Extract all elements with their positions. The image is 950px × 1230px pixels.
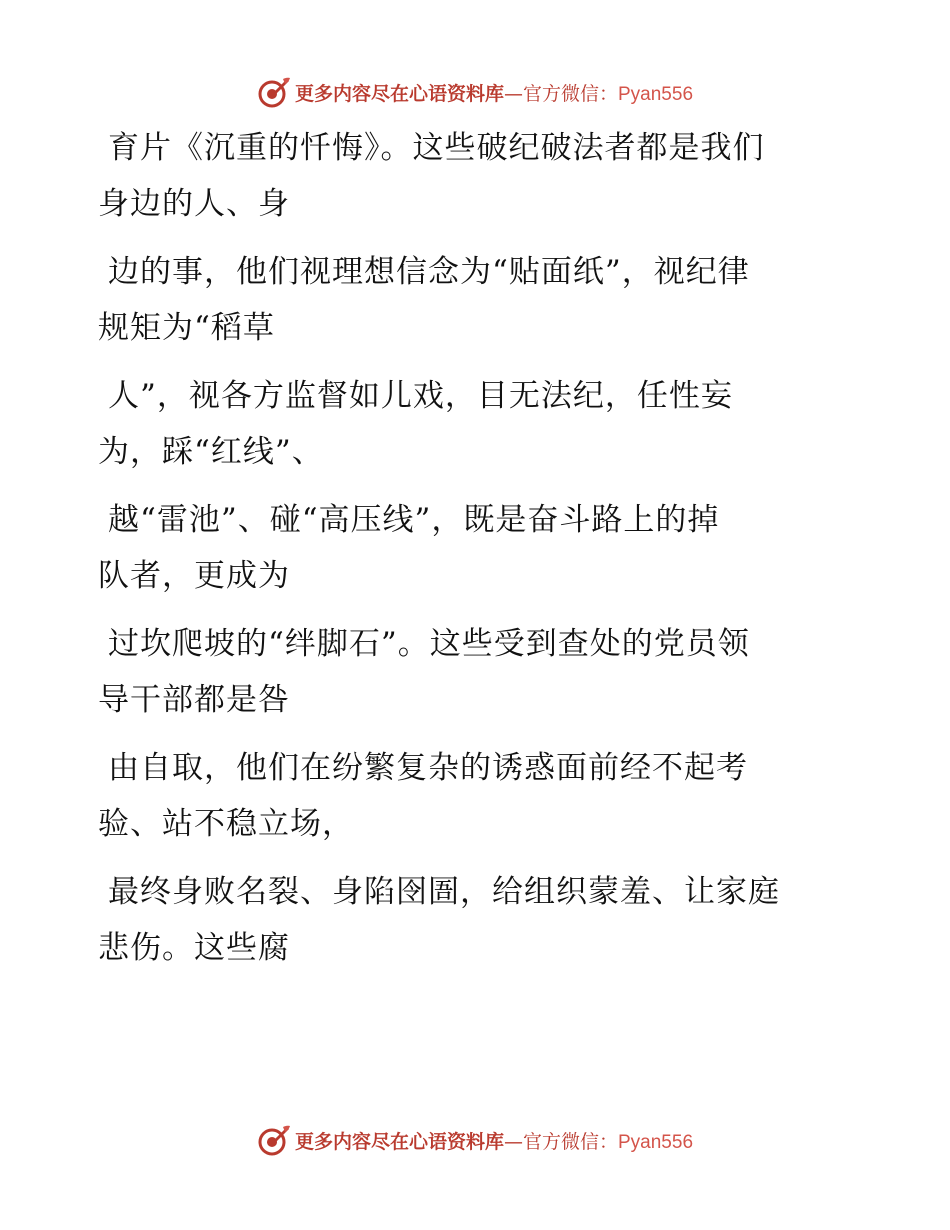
banner-wechat-label: 官方微信： [522,1130,618,1153]
paragraph-7 [98,864,858,976]
line-first: 越“雷池”、碰“高压线”，既是奋斗路上的掉 [108,502,720,538]
line-first: 最终身败名裂、身陷囹圄，给组织蒙羞、让家庭 [108,874,780,910]
line-first: 人”，视各方监督如儿戏，目无法纪，任性妄 [108,378,733,414]
paragraph-3 [98,368,858,480]
quill-pen-logo-icon [257,75,291,109]
paragraph-2 [98,244,858,356]
banner-text [295,79,693,106]
footer-banner [0,1120,950,1160]
line-second: 规矩为“稻草 [98,310,275,346]
line-second: 悲伤。这些腐 [98,930,290,966]
banner-text [295,1127,693,1154]
line-second: 为，踩“红线”、 [98,434,324,470]
line-first: 由自取，他们在纷繁复杂的诱惑面前经不起考 [108,750,748,786]
banner-separator: — [503,82,523,105]
banner-separator: — [503,1130,523,1153]
paragraph-5 [98,616,858,728]
line-second: 导干部都是咎 [98,682,290,718]
banner-wechat-id: Pyan556 [618,83,694,105]
paragraph-6 [98,740,858,852]
banner-main-text: 更多内容尽在心语资料库 [294,1130,504,1153]
paragraph-4 [98,492,858,604]
line-first: 育片《沉重的忏悔》。这些破纪破法者都是我们 [108,130,765,166]
line-second: 验、站不稳立场， [98,806,354,842]
line-second: 队者，更成为 [98,558,290,594]
header-banner [0,72,950,112]
quill-pen-logo-icon [257,1123,291,1157]
banner-wechat-label: 官方微信： [522,82,618,105]
banner-main-text: 更多内容尽在心语资料库 [294,82,504,105]
line-first: 过坎爬坡的“绊脚石”。这些受到查处的党员领 [108,626,750,662]
line-second: 身边的人、身 [98,186,290,222]
document-body [98,120,858,988]
line-first: 边的事，他们视理想信念为“贴面纸”，视纪律 [108,254,750,290]
paragraph-1 [98,120,858,232]
banner-wechat-id: Pyan556 [618,1131,694,1153]
